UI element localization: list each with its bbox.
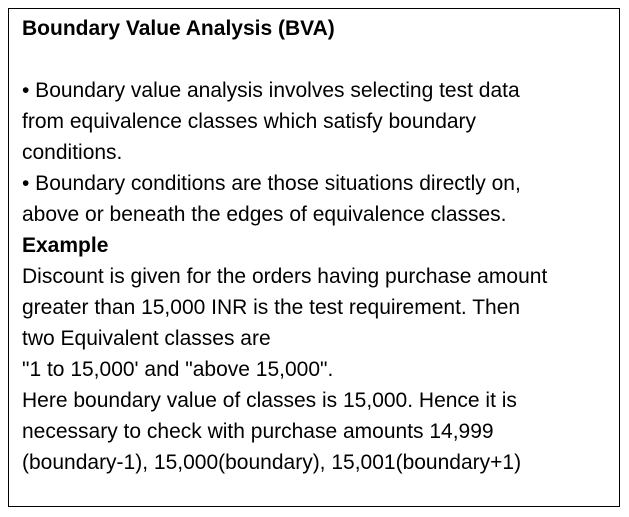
content-frame: [8, 8, 620, 507]
example-line: Discount is given for the orders having purchase amount: [22, 265, 548, 288]
document-body: [22, 13, 613, 478]
example-line: necessary to check with purchase amounts 14,999: [22, 420, 494, 443]
bullet-item: [22, 168, 613, 230]
example-line: "1 to 15,000' and "above 15,000".: [22, 358, 334, 381]
bullet-line: from equivalence classes which satisfy boundary: [22, 110, 477, 133]
bullet-line: • Boundary conditions are those situations directly on,: [22, 172, 521, 195]
example-line: greater than 15,000 INR is the test requirement. Then: [22, 296, 521, 319]
example-line: Here boundary value of classes is 15,000. Hence it is: [22, 389, 517, 412]
bullet-line: • Boundary value analysis involves selecting test data: [22, 79, 520, 102]
spacer: [22, 44, 613, 75]
example-heading: Example: [22, 234, 109, 257]
example-text: [22, 261, 613, 478]
example-line: (boundary-1), 15,000(boundary), 15,001(boundary+1): [22, 451, 522, 474]
page-title: Boundary Value Analysis (BVA): [22, 17, 335, 40]
bullet-line: above or beneath the edges of equivalence classes.: [22, 203, 507, 226]
bullet-item: [22, 75, 613, 168]
bullet-line: conditions.: [22, 141, 123, 164]
example-line: two Equivalent classes are: [22, 327, 271, 350]
